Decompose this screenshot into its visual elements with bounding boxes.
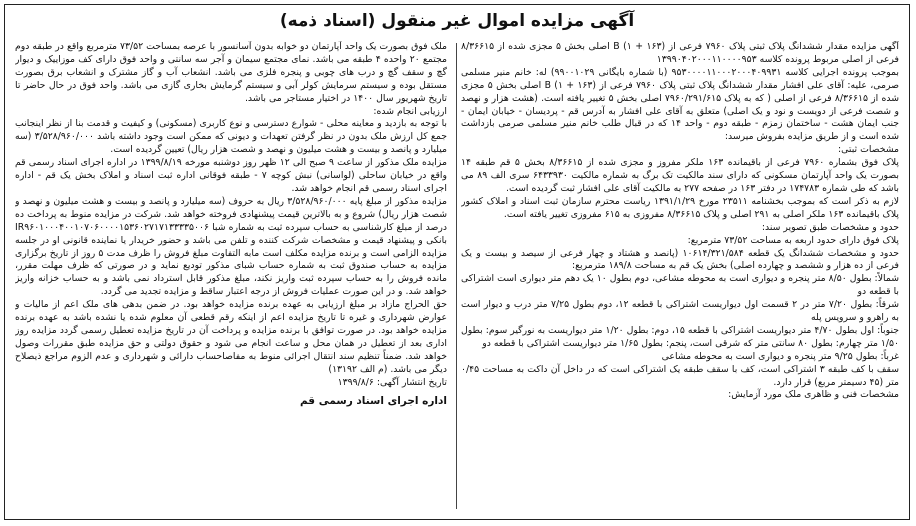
notice-frame [4,4,910,520]
notice-title: آگهی مزایده اموال غیر منقول (اسناد ذمه) [279,11,635,31]
right-column-text: آگهی مزایده مقدار ششدانگ پلاک ثبتی پلاک ۷۹۶۰ فرعی از (۱۶۳ + ۱) B اصلی بخش ۵ مجزی شده از ۸/۳۶۶۱۵ فرعی از اصلی مربوط پرونده کلاسه ۱۳۹۹۰۴۰۲۰۰۰۱۱۰۰۰۰۹۵۳ بموجب پرونده اجرایی کلاسه ۹۵۳۰۰۰۰۱۱۰۰۰۲۰۰۰۴۰۹۹۳۱ (با شماره بایگانی ۹۹۰۰۱۰۲۹) له: خانم منیر مسلمی صرمی، علیه: آقای علی افشار مقدار ششدانگ پلاک ثبتی پلاک ۷۹۶۰ فرعی از (۱۶۳ + ۱) B اصلی بخش ۵ مجزی شده از ۸/۳۶۶۱۵ فرعی از اصلی ( که به پلاک ۷۹۶۰/۲۹۱/۶۱۵ اصلی بخش ۵ تغییر یافته است. (هشت هزار و نهصد و شصت فرعی از دویست و نود و یک اصلی) متعلق به آقای علی افشار به آدرس قم - پردیسان - خیابان ایمان - جنب ایمان هشت - ساختمان زمزم - طبقه دوم - واحد ۱۴ که در قبال طلب خانم منیر مسلمی صرمی بازداشت شده است و از طریق مزایده بفروش میرسد: مشخصات ثبتی: پلاک فوق بشماره ۷۹۶۰ فرعی از باقیمانده ۱۶۳ ملکر مفروز و مجزی شده از ۸/۳۶۶۱۵ بخش ۵ قم طبقه ۱۴ بصورت یک واحد آپارتمان مسکونی که دارای سند مالکیت تک برگ به شماره مالکیت ۶۴۳۳۹۳۰ سری الف ۸۹ می باشد که طی شماره ۱۷۴۷۸۳ در دفتر ۱۶۳ در صفحه ۲۷۷ به مالکیت آقای علی افشار ثبت گردیده است. لازم به ذکر است که بموجب بخشنامه ۲۳۵۱۱ مورخ ۱۳۹۱/۱/۲۹ ریاست محترم سازمان ثبت اسناد و املاک کشور پلاک باقیمانده ۱۶۳ ملکر اصلی به ۲۹۱ اصلی و پلاک ۸/۳۶۶۱۵ مفروزی به ۶۱۵ مفروزی تغییر یافته است. حدود و مشخصات طبق تصویر سند: پلاک فوق دارای حدود اربعه به مساحت ۷۳/۵۲ مترمربع: حدود و مشخصات ششدانگ یک قطعه ۱۰۶۱۴/۳۲۱/۵۸۴ (پانصد و هشتاد و چهار فرعی از سیصد و بیست و یک فرعی از ده هزار و ششصد و چهارده اصلی) بخش یک قم به مساحت ۱۸۹/۸ مترمربع: شمالاً: بطول ۸/۵۰ متر پنجره و دیواری است به محوطه مشاعی، دوم بطول ۱۰ یک دهم متر دیواری است اشتراکی با قطعه دو شرقاً: بطول ۷/۲۰ متر در ۲ قسمت اول دیواریست اشتراکی با قطعه ۱۲، دوم بطول ۷/۲۵ متر درب و دیوار است به راهرو و سرویس پله جنوباً: اول بطول ۴/۷۰ متر دیواریست اشتراکی با قطعه ۱۵، دوم: بطول ۱/۲۰ متر دیواریست به نورگیر سوم: بطول ۱/۵۰ متر چهارم: بطول ۸۰ سانتی متر که شرقی است، پنجم: بطول ۱/۶۵ متر دیواریست اشتراکی با قطعه دو غرباً: بطول ۹/۲۵ متر پنجره و دیواری است به محوطه مشاعی سقف با کف طبقه ۳ اشتراکی است، کف با سقف طبقه یک اشتراکی است که در داخل آن داکت به مساحت ۰/۴۵ متر (۴۵ دسیمتر مربع) قرار دارد. مشخصات فنی و ظاهری ملک مورد آزمایش: [461,41,899,401]
right-column [461,41,899,513]
left-column-text: ملک فوق بصورت یک واحد آپارتمان دو خوابه بدون آسانسور با عرصه بمساحت ۷۳/۵۲ مترمربع واقع در طبقه دوم مجتمع ۲۰ واحده ۴ طبقه می باشد. نمای مجتمع سیمان و آجر سه سانتی و واحد فوق دارای کف موزاییک و دیوار گچ و سقف گچ و درب های چوبی و پنجره فلزی می باشد. انشعاب آب و گاز مشترک و انشعاب برق بصورت مستقل بوده و سیستم سرمایش کولر آبی و سیستم گرمایش بخاری گازی می باشد. واحد فوق در حال حاضر تا تاریخ شهریور سال ۱۴۰۰ در اختیار مستاجر می باشد. ارزیابی انجام شده: با توجه به بازدید و معاینه محلی - شوارع دسترسی و نوع کاربری (مسکونی) و کیفیت و قدمت بنا از نظر اینجانب جمع کل ارزش ملک بدون در نظر گرفتن تعهدات و دیونی که ممکن است وجود داشته باشد ۳/۵۲۸/۹۶۰/۰۰۰ (سه میلیارد و پانصد و بیست و هشت میلیون و نهصد و شصت هزار ریال) تعیین گردیده است. مزایده ملک مذکور از ساعت ۹ صبح الی ۱۲ ظهر روز دوشنبه مورخه ۱۳۹۹/۸/۱۹ در اداره اجرای اسناد رسمی قم واقع در خیابان ساحلی (لواسانی) نبش کوچه ۷ - طبقه فوقانی اداره ثبت اسناد و املاک بخش یک قم - اداره اجرای اسناد رسمی قم انجام خواهد شد. مزایده مذکور از مبلغ پایه ۳/۵۲۸/۹۶۰/۰۰۰ ریال به حروف (سه میلیارد و پانصد و بیست و هشت میلیون و نهصد و شصت هزار ریال) شروع و به بالاترین قیمت پیشنهادی فروخته خواهد شد. شرکت در مزایده منوط به پرداخت ده درصد از مبلغ کارشناسی به حساب سپرده ثبت به شماره شبا IR۹۶۰۱۰۰۰۴۰۰۱۰۷۰۶۰۰۰۰۱۵۳۶۰۲۷۱۷۱۳۳۳۳۵۰۰۶ بانکی و پیشنهاد قیمت و مشخصات شرکت کننده و تلفن می باشد و حضور خریدار یا نماینده قانونی او در جلسه مزایده الزامی است و برنده مزایده مکلف است مابه التفاوت مبلغ فروش را ظرف مدت ۵ روز از تاریخ برگزاری مزایده به حساب صندوق ثبت به شماره حساب شبای مذکور تودیع نماید و در صورتی که ظرف مهلت مقرر، مانده فروش را به حساب سپرده ثبت واریز نکند، مبلغ مذکور قابل استرداد نمی باشد و به حساب خزانه واریز خواهد شد. و در این صورت عملیات فروش از درجه اعتبار ساقط و مزایده تجدید می گردد. حق الحراج مازاد بر مبلغ ارزیابی به عهده برنده مزایده خواهد بود. در ضمن بدهی های ملک اعم از مالیات و عوارض شهرداری و غیره تا تاریخ مزایده اعم از اینکه رقم قطعی آن معلوم شده یا نشده باشد به عهده برنده مزایده خواهد بود. در صورت توافق با برنده مزایده و پرداخت آن در تاریخ مزایده تعطیل رسمی گردد مزایده روز اداری بعد از تعطیل در همان محل و ساعت انجام می شود و حقوق دولتی و حق مزایده طبق مقررات وصول خواهد شد. ضمناً تنظیم سند انتقال اجرائی منوط به مفاصاحساب دارائی و شهرداری و عدم الزوم مراجع ذیصلاح دیگر می باشد. (م الف ۱۳۱۹۲) تاریخ انتشار آگهی: ۱۳۹۹/۸/۶ [15,41,447,388]
column-divider [456,43,457,509]
left-column [15,41,447,513]
signature: اداره اجرای اسناد رسمی قم [299,395,447,408]
